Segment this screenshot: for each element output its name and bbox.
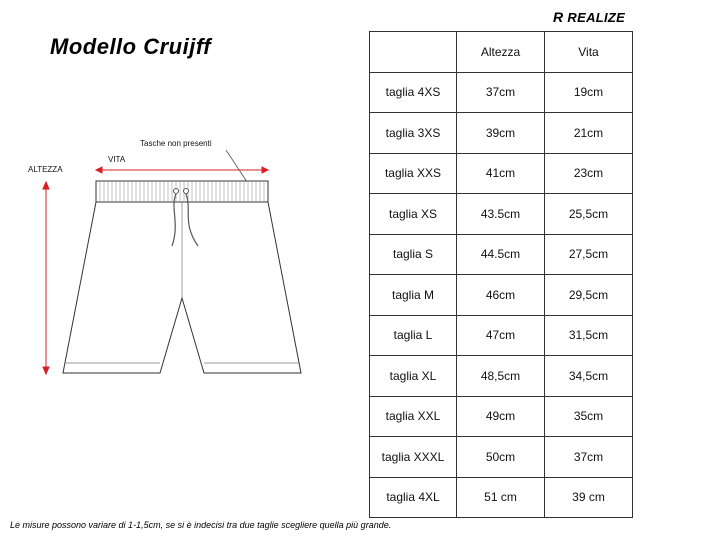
r-logo-icon: R [553,9,564,25]
waist-cell: 27,5cm [545,234,633,275]
table-row [370,396,633,437]
waist-cell: 29,5cm [545,275,633,316]
size-cell: taglia 4XS [370,72,457,113]
height-cell: 43.5cm [457,194,545,235]
table-row [370,194,633,235]
waist-arrow [96,167,268,173]
table-header-row [370,32,633,73]
table-row [370,72,633,113]
waist-label: VITA [108,155,126,164]
height-cell: 47cm [457,315,545,356]
brand-name: REALIZE [567,10,626,25]
table-row [370,153,633,194]
size-cell: taglia XXL [370,396,457,437]
height-cell: 41cm [457,153,545,194]
brand-logo [553,9,625,25]
size-cell: taglia 4XL [370,477,457,518]
height-cell: 49cm [457,396,545,437]
table-row [370,477,633,518]
size-cell: taglia XXXL [370,437,457,478]
size-cell: taglia M [370,275,457,316]
waist-cell: 31,5cm [545,315,633,356]
height-cell: 44.5cm [457,234,545,275]
waist-cell: 25,5cm [545,194,633,235]
waist-cell: 34,5cm [545,356,633,397]
size-cell: taglia XS [370,194,457,235]
waist-cell: 37cm [545,437,633,478]
table-row [370,275,633,316]
table-row [370,356,633,397]
table-row [370,315,633,356]
waist-cell: 23cm [545,153,633,194]
size-cell: taglia 3XS [370,113,457,154]
shorts-diagram [20,128,350,388]
table-row [370,437,633,478]
height-arrow [43,182,49,374]
table-row [370,234,633,275]
waistband [96,181,268,202]
sizing-note: Le misure possono variare di 1-1,5cm, se si è indecisi tra due taglie scegliere quella più grande. [10,520,392,530]
height-cell: 48,5cm [457,356,545,397]
size-cell: taglia XL [370,356,457,397]
height-cell: 37cm [457,72,545,113]
height-cell: 39cm [457,113,545,154]
table-row [370,113,633,154]
table-header: Altezza [457,32,545,73]
pockets-label: Tasche non presenti [140,139,212,148]
height-label: ALTEZZA [28,165,63,174]
height-cell: 51 cm [457,477,545,518]
size-table [369,31,633,518]
size-cell: taglia XXS [370,153,457,194]
waist-cell: 21cm [545,113,633,154]
waist-cell: 35cm [545,396,633,437]
table-header [370,32,457,73]
size-cell: taglia L [370,315,457,356]
height-cell: 50cm [457,437,545,478]
waist-cell: 39 cm [545,477,633,518]
page-title: Modello Cruijff [50,34,212,59]
waist-cell: 19cm [545,72,633,113]
height-cell: 46cm [457,275,545,316]
size-cell: taglia S [370,234,457,275]
table-header: Vita [545,32,633,73]
